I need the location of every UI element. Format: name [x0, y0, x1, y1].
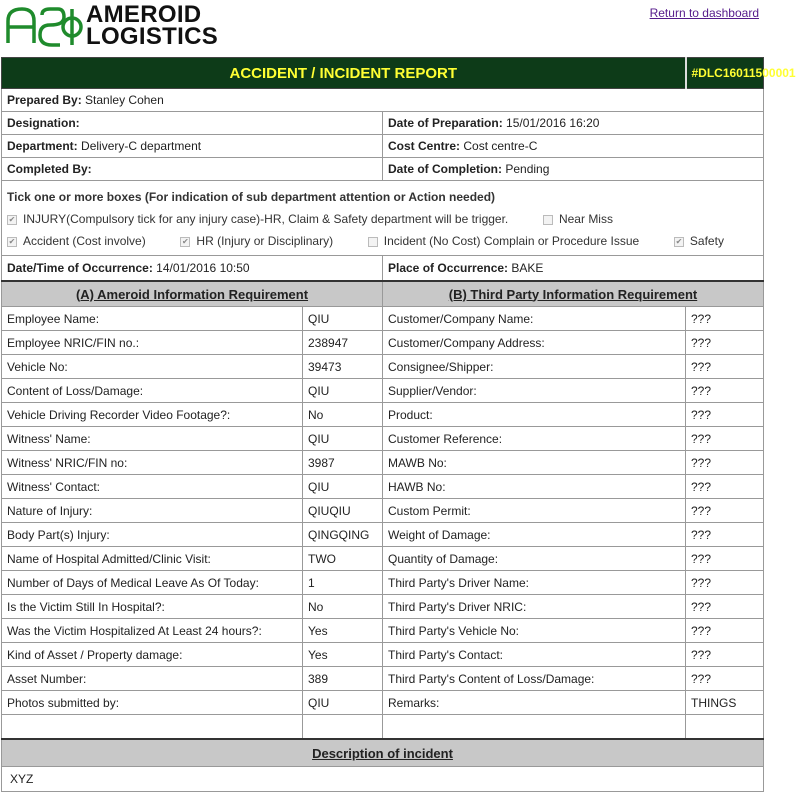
b-label-cell: Customer Reference:: [383, 427, 686, 451]
b-val-cell: ???: [686, 451, 764, 475]
tick-boxes-cell: Tick one or more boxes (For indication of sub department attention or Action needed) ✔ INJURY(Compulsory tick for any injury case)-HR, Claim & Safety department will be trigger. Near Miss ✔ Accident (Cost involve) ✔ HR (Injury or Disciplinary) Incident (No Cost) Complain or Procedure Issue ✔ Safety: [2, 181, 764, 256]
designation-cell: Designation:: [2, 112, 383, 135]
a-val-cell: QIUQIU: [303, 499, 383, 523]
b-label-cell: Product:: [383, 403, 686, 427]
a-label-cell: Number of Days of Medical Leave As Of Today:: [2, 571, 303, 595]
occurrence-place-cell: Place of Occurrence: BAKE: [383, 256, 764, 282]
b-label-cell: Third Party's Driver NRIC:: [383, 595, 686, 619]
hr-checkbox[interactable]: ✔: [182, 236, 189, 246]
b-val-cell: THINGS: [686, 691, 764, 715]
ameroid-logo-icon: [2, 3, 84, 51]
description-text: XYZ: [2, 767, 764, 792]
safety-checkbox[interactable]: ✔: [675, 236, 683, 246]
table-row: [2, 523, 764, 547]
a-label-cell: Asset Number:: [2, 667, 303, 691]
title-row: [2, 58, 764, 89]
table-row: [2, 307, 764, 331]
a-label-cell: Name of Hospital Admitted/Clinic Visit:: [2, 547, 303, 571]
a-label-cell: Witness' Name:: [2, 427, 303, 451]
department-cell: Department: Delivery-C department: [2, 135, 383, 158]
b-val-cell: ???: [686, 667, 764, 691]
company-name: AMEROID LOGISTICS: [86, 1, 219, 50]
b-val-cell: ???: [686, 547, 764, 571]
b-label-cell: Third Party's Content of Loss/Damage:: [383, 667, 686, 691]
table-row: [2, 595, 764, 619]
b-label-cell: Third Party's Vehicle No:: [383, 619, 686, 643]
a-val-cell: No: [303, 595, 383, 619]
b-label-cell: Remarks:: [383, 691, 686, 715]
a-val-cell: QIU: [303, 379, 383, 403]
a-label-cell: Witness' NRIC/FIN no:: [2, 451, 303, 475]
table-row: [2, 403, 764, 427]
table-row: [2, 379, 764, 403]
occurrence-datetime-cell: Date/Time of Occurrence: 14/01/2016 10:50: [2, 256, 383, 282]
b-label-cell: MAWB No:: [383, 451, 686, 475]
b-val-cell: ???: [686, 619, 764, 643]
a-label-cell: Witness' Contact:: [2, 475, 303, 499]
b-val-cell: ???: [686, 595, 764, 619]
date-of-completion-cell: Date of Completion: Pending: [383, 158, 764, 181]
a-val-cell: QIU: [303, 691, 383, 715]
b-label-cell: Third Party's Driver Name:: [383, 571, 686, 595]
a-val-cell: 3987: [303, 451, 383, 475]
section-a-heading: (A) Ameroid Information Requirement: [2, 281, 383, 307]
a-val-cell: 238947: [303, 331, 383, 355]
b-label-cell: Custom Permit:: [383, 499, 686, 523]
table-row: [2, 451, 764, 475]
b-label-cell: Weight of Damage:: [383, 523, 686, 547]
report-table: [1, 57, 796, 792]
b-val-cell: ???: [686, 571, 764, 595]
a-val-cell: QIU: [303, 475, 383, 499]
table-row: [2, 331, 764, 355]
a-val-cell: 39473: [303, 355, 383, 379]
a-val-cell: TWO: [303, 547, 383, 571]
b-val-cell: ???: [686, 307, 764, 331]
a-label-cell: Body Part(s) Injury:: [2, 523, 303, 547]
prepared-by-row: Prepared By: Stanley Cohen: [2, 89, 764, 112]
b-val-cell: ???: [686, 523, 764, 547]
a-label-cell: Employee Name:: [2, 307, 303, 331]
a-label-cell: Is the Victim Still In Hospital?:: [2, 595, 303, 619]
b-label-cell: HAWB No:: [383, 475, 686, 499]
tick-heading: Tick one or more boxes (For indication of sub department attention or Action needed): [7, 190, 496, 204]
b-val-cell: ???: [686, 331, 764, 355]
table-row: [2, 499, 764, 523]
a-label-cell: Content of Loss/Damage:: [2, 379, 303, 403]
table-row: [2, 571, 764, 595]
cost-centre-cell: Cost Centre: Cost centre-C: [383, 135, 764, 158]
a-val-cell: Yes: [303, 619, 383, 643]
b-val-cell: ???: [686, 499, 764, 523]
b-val-cell: ???: [686, 643, 764, 667]
b-label-cell: Third Party's Contact:: [383, 643, 686, 667]
a-val-cell: QINGQING: [303, 523, 383, 547]
a-label-cell: Photos submitted by:: [2, 691, 303, 715]
incident-checkbox[interactable]: [368, 237, 378, 247]
completed-by-cell: Completed By:: [2, 158, 383, 181]
table-row: [2, 643, 764, 667]
page-header: [0, 0, 763, 57]
a-val-cell: 389: [303, 667, 383, 691]
b-val-cell: ???: [686, 379, 764, 403]
a-label-cell: Employee NRIC/FIN no.:: [2, 331, 303, 355]
a-val-cell: QIU: [303, 427, 383, 451]
b-label-cell: Quantity of Damage:: [383, 547, 686, 571]
table-row: [2, 475, 764, 499]
table-row: [2, 547, 764, 571]
table-row: [2, 667, 764, 691]
b-val-cell: ???: [686, 355, 764, 379]
b-label-cell: Supplier/Vendor:: [383, 379, 686, 403]
a-label-cell: Vehicle No:: [2, 355, 303, 379]
a-val-cell: QIU: [303, 307, 383, 331]
table-row: [2, 619, 764, 643]
a-label-cell: Kind of Asset / Property damage:: [2, 643, 303, 667]
a-label-cell: Vehicle Driving Recorder Video Footage?:: [2, 403, 303, 427]
table-row: [2, 691, 764, 715]
a-label-cell: Nature of Injury:: [2, 499, 303, 523]
a-label-cell: Was the Victim Hospitalized At Least 24 hours?:: [2, 619, 303, 643]
b-val-cell: ???: [686, 427, 764, 451]
table-row: [2, 427, 764, 451]
b-label-cell: Consignee/Shipper:: [383, 355, 686, 379]
report-code: #DLC16011500001: [686, 58, 764, 89]
near-miss-checkbox[interactable]: [543, 215, 553, 225]
accident-checkbox[interactable]: ✔: [8, 236, 16, 246]
a-val-cell: 1: [303, 571, 383, 595]
injury-checkbox[interactable]: ✔: [8, 214, 16, 224]
report-title: ACCIDENT / INCIDENT REPORT: [2, 58, 686, 89]
table-row: [2, 355, 764, 379]
return-to-dashboard-link[interactable]: Return to dashboard: [649, 6, 759, 20]
section-b-heading: (B) Third Party Information Requirement: [383, 281, 764, 307]
a-val-cell: Yes: [303, 643, 383, 667]
b-label-cell: Customer/Company Name:: [383, 307, 686, 331]
a-val-cell: No: [303, 403, 383, 427]
date-of-preparation-cell: Date of Preparation: 15/01/2016 16:20: [383, 112, 764, 135]
b-label-cell: Customer/Company Address:: [383, 331, 686, 355]
description-heading: Description of incident: [2, 739, 764, 767]
b-val-cell: ???: [686, 475, 764, 499]
table-row-empty: [2, 715, 303, 740]
b-val-cell: ???: [686, 403, 764, 427]
